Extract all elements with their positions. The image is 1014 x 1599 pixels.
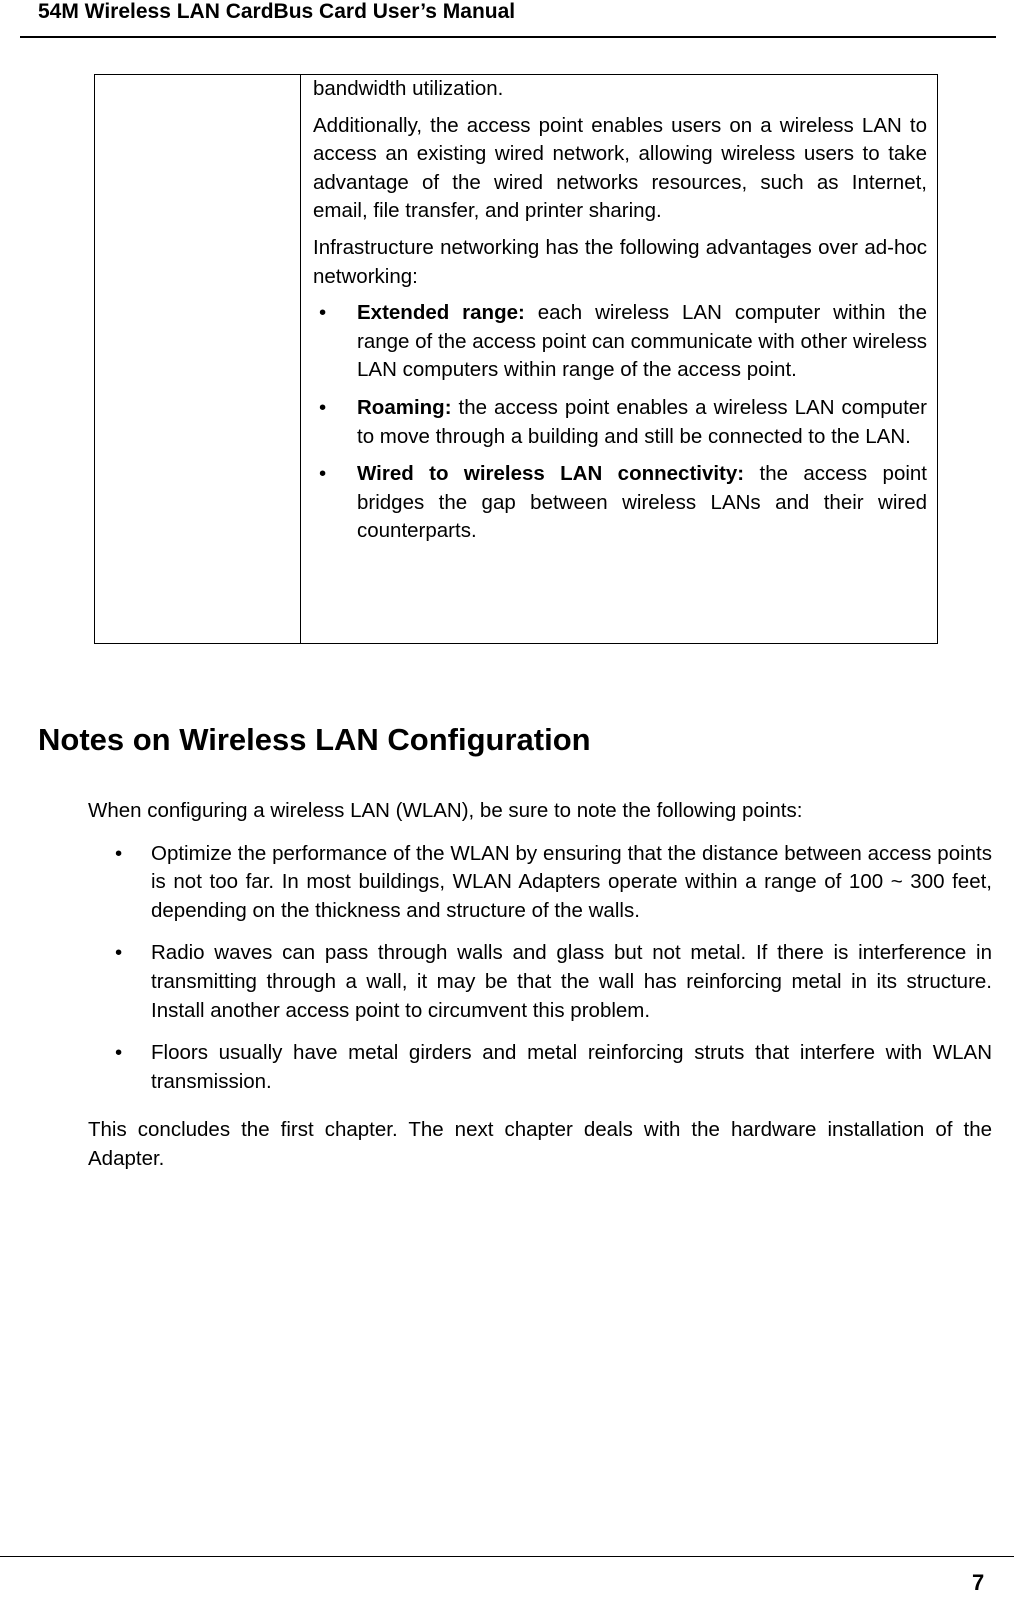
page-number: 7 bbox=[972, 1570, 985, 1595]
table-paragraph: Additionally, the access point enables users on a wireless LAN to access an existing wired network, allowing wireless users to take advantage of the wired networks resources, such as Internet, email, file transfer, and printer sharing. bbox=[313, 113, 927, 223]
table-column-divider bbox=[300, 75, 301, 643]
advantage-term: Extended range: bbox=[357, 301, 525, 325]
advantage-text: the access point bridges the gap between wireless LANs and their wired counterparts. bbox=[357, 462, 928, 543]
bullet-icon: • bbox=[319, 395, 327, 419]
advantage-text: the access point enables a wireless LAN computer to move through a building and still be connected to the LAN. bbox=[357, 395, 927, 448]
bullet-icon: • bbox=[115, 841, 123, 865]
bullet-icon: • bbox=[115, 1041, 123, 1065]
bullet-icon: • bbox=[115, 941, 123, 965]
advantage-item bbox=[313, 394, 927, 451]
note-item bbox=[88, 939, 992, 1025]
section-body bbox=[88, 797, 992, 1174]
advantage-item bbox=[313, 460, 927, 546]
table-paragraph: Infrastructure networking has the following advantages over ad-hoc networking: bbox=[313, 235, 927, 288]
infrastructure-table bbox=[94, 74, 938, 644]
table-paragraph: bandwidth utilization. bbox=[313, 77, 504, 100]
chapter-conclusion: This concludes the first chapter. The next chapter deals with the hardware installation of the Adapter. bbox=[88, 1118, 992, 1170]
note-text: Optimize the performance of the WLAN by ensuring that the distance between access points is not too far. In most buildings, WLAN Adapters operate within a range of 100 ~ 300 feet, depending on the thickness and structure of the walls. bbox=[151, 841, 992, 922]
section-heading: Notes on Wireless LAN Configuration bbox=[38, 722, 591, 757]
configuration-notes-list bbox=[88, 840, 992, 1097]
note-text: Floors usually have metal girders and metal reinforcing struts that interfere with WLAN transmission. bbox=[151, 1041, 992, 1093]
advantage-term: Wired to wireless LAN connectivity: bbox=[357, 462, 745, 486]
advantages-list bbox=[313, 299, 927, 546]
header-rule bbox=[20, 36, 996, 38]
advantage-text: each wireless LAN computer within the range of the access point can communicate with other wireless LAN computers within range of the access point. bbox=[357, 301, 927, 382]
note-text: Radio waves can pass through walls and glass but not metal. If there is interference in transmitting through a wall, it may be that the wall has reinforcing metal in its structure. Install another access point to circumvent this problem. bbox=[151, 941, 992, 1022]
advantage-term: Roaming: bbox=[357, 395, 452, 419]
note-item bbox=[88, 840, 992, 926]
bullet-icon: • bbox=[319, 301, 327, 325]
bullet-icon: • bbox=[319, 462, 327, 486]
note-item bbox=[88, 1039, 992, 1096]
running-header-title: 54M Wireless LAN CardBus Card User’s Manual bbox=[38, 0, 516, 23]
section-intro: When configuring a wireless LAN (WLAN), be sure to note the following points: bbox=[88, 799, 803, 822]
footer-rule bbox=[0, 1556, 1014, 1557]
table-content-cell bbox=[313, 75, 927, 555]
advantage-item bbox=[313, 299, 927, 385]
